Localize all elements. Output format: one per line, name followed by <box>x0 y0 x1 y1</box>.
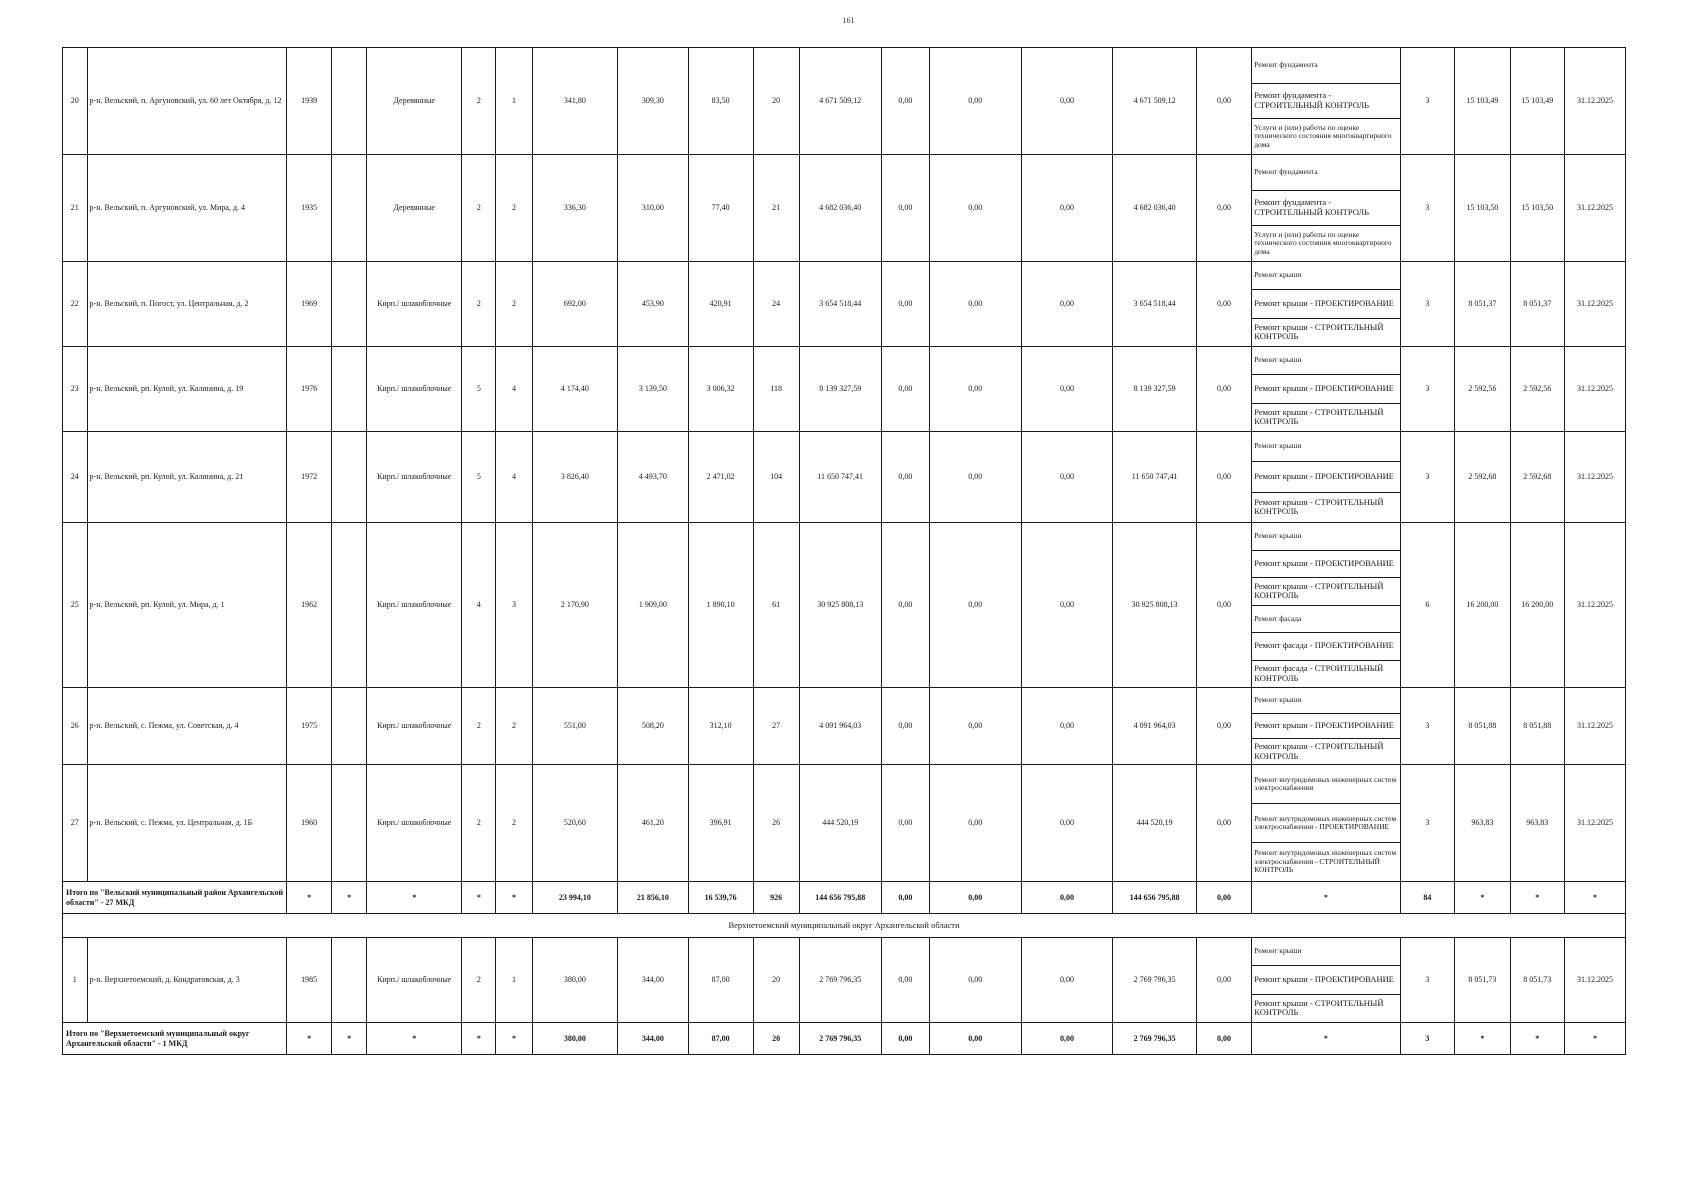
address-cell: р-н. Вельский, рп. Кулой, ул. Мира, д. 1 <box>87 523 287 688</box>
cost-total-cell: 2 769 796,35 <box>799 1023 881 1055</box>
work-item: Ремонт крыши - ПРОЕКТИРОВАНИЕ <box>1252 374 1399 402</box>
walls-cell: Деревянные <box>367 155 462 262</box>
fund-reg-cell: 0,00 <box>929 48 1021 155</box>
fund-owners-cell: 30 925 808,13 <box>1113 523 1196 688</box>
work-item: Ремонт крыши - ПРОЕКТИРОВАНИЕ <box>1252 713 1399 739</box>
works-cell <box>1252 765 1400 882</box>
table-row <box>63 523 1626 688</box>
fund-other-cell: 0,00 <box>1196 765 1252 882</box>
work-item: Ремонт крыши - СТРОИТЕЛЬНЫЙ КОНТРОЛЬ <box>1252 318 1399 346</box>
area-total-cell: 4 174,40 <box>532 347 617 432</box>
cost-total-cell: 4 682 036,40 <box>799 155 881 262</box>
works-count-cell: 3 <box>1400 1023 1454 1055</box>
work-item: Ремонт крыши <box>1254 270 1302 280</box>
residents-cell: 104 <box>753 432 799 523</box>
year-cell: 1976 <box>287 347 332 432</box>
year-cell: 1939 <box>287 48 332 155</box>
area-total-cell: 380,00 <box>532 938 617 1023</box>
table-row <box>63 347 1626 432</box>
year-repair-cell <box>332 262 367 347</box>
star-cell: * <box>332 882 367 914</box>
area-living-cell: 396,91 <box>688 765 753 882</box>
work-item: Ремонт фундамента - СТРОИТЕЛЬНЫЙ КОНТРОЛЬ <box>1252 190 1399 226</box>
cost-total-cell: 4 671 509,12 <box>799 48 881 155</box>
fund-owners-cell: 8 139 327,59 <box>1113 347 1196 432</box>
address-cell: р-н. Вельский, рп. Кулой, ул. Калинина, д. 19 <box>87 347 287 432</box>
entrances-cell: 4 <box>496 347 532 432</box>
work-item: Ремонт крыши - СТРОИТЕЛЬНЫЙ КОНТРОЛЬ <box>1252 738 1399 764</box>
cost-total-cell: 3 654 518,44 <box>799 262 881 347</box>
area-total-cell: 336,30 <box>532 155 617 262</box>
entrances-cell: 2 <box>496 688 532 765</box>
star-cell: * <box>1455 1023 1511 1055</box>
year-repair-cell <box>332 523 367 688</box>
fund-owners-cell: 444 520,19 <box>1113 765 1196 882</box>
fund-other-cell: 0,00 <box>1196 347 1252 432</box>
area-living-cell: 16 539,76 <box>688 882 753 914</box>
fund-other-cell: 0,00 <box>1196 938 1252 1023</box>
fund-mun-cell: 0,00 <box>1021 938 1113 1023</box>
fund-fed-cell: 0,00 <box>881 938 929 1023</box>
fund-owners-cell: 4 091 964,03 <box>1113 688 1196 765</box>
year-repair-cell <box>332 155 367 262</box>
area-living-cell: 420,91 <box>688 262 753 347</box>
limit-cost-cell: 963,83 <box>1510 765 1564 882</box>
floors-cell: 5 <box>462 347 496 432</box>
entrances-cell: 3 <box>496 523 532 688</box>
residents-cell: 20 <box>753 48 799 155</box>
star-cell: * <box>1252 882 1400 914</box>
works-cell <box>1252 432 1400 523</box>
works-count-cell: 3 <box>1400 432 1454 523</box>
area-total-cell: 551,00 <box>532 688 617 765</box>
work-item: Ремонт внутридомовых инженерных систем электроснабжения - ПРОЕКТИРОВАНИЕ <box>1252 803 1399 842</box>
address-cell: р-н. Вельский, п. Аргуновский, ул. Мира, д. 4 <box>87 155 287 262</box>
table-row <box>63 938 1626 1023</box>
address-cell: р-н. Вельский, п. Аргуновский, ул. 60 лет Октября, д. 12 <box>87 48 287 155</box>
num-cell: 1 <box>63 938 88 1023</box>
deadline-cell: 31.12.2025 <box>1565 938 1626 1023</box>
fund-mun-cell: 0,00 <box>1021 765 1113 882</box>
works-list <box>1252 523 1399 687</box>
deadline-cell: 31.12.2025 <box>1565 432 1626 523</box>
fund-owners-cell: 4 671 509,12 <box>1113 48 1196 155</box>
fund-fed-cell: 0,00 <box>881 1023 929 1055</box>
area-living-cell: 312,10 <box>688 688 753 765</box>
work-item: Ремонт фундамента - СТРОИТЕЛЬНЫЙ КОНТРОЛЬ <box>1252 83 1399 119</box>
section-title: Верхнетоемский муниципальный округ Архангельской области <box>63 914 1626 938</box>
year-repair-cell <box>332 48 367 155</box>
works-count-cell: 3 <box>1400 48 1454 155</box>
works-count-cell: 3 <box>1400 155 1454 262</box>
fund-reg-cell: 0,00 <box>929 882 1021 914</box>
works-cell <box>1252 938 1400 1023</box>
cost-total-cell: 144 656 795,88 <box>799 882 881 914</box>
fund-other-cell: 0,00 <box>1196 523 1252 688</box>
area-premises-cell: 1 909,00 <box>618 523 688 688</box>
deadline-cell: 31.12.2025 <box>1565 155 1626 262</box>
work-item: Ремонт крыши <box>1254 695 1302 705</box>
work-item: Ремонт фасада - СТРОИТЕЛЬНЫЙ КОНТРОЛЬ <box>1252 660 1399 688</box>
cost-total-cell: 4 091 964,03 <box>799 688 881 765</box>
fund-mun-cell: 0,00 <box>1021 688 1113 765</box>
address-cell: р-н. Вельский, с. Пежма, ул. Центральная, д. 1Б <box>87 765 287 882</box>
table-row <box>63 765 1626 882</box>
area-premises-cell: 508,20 <box>618 688 688 765</box>
fund-reg-cell: 0,00 <box>929 1023 1021 1055</box>
limit-cost-cell: 2 592,68 <box>1510 432 1564 523</box>
works-cell <box>1252 523 1400 688</box>
fund-fed-cell: 0,00 <box>881 48 929 155</box>
num-cell: 27 <box>63 765 88 882</box>
fund-mun-cell: 0,00 <box>1021 882 1113 914</box>
table-row <box>63 432 1626 523</box>
area-living-cell: 83,50 <box>688 48 753 155</box>
fund-other-cell: 0,00 <box>1196 1023 1252 1055</box>
fund-reg-cell: 0,00 <box>929 523 1021 688</box>
fund-other-cell: 0,00 <box>1196 432 1252 523</box>
total-label: Итого по "Вельский муниципальный район Архангельской области" - 27 МКД <box>63 882 287 914</box>
work-item: Ремонт крыши - СТРОИТЕЛЬНЫЙ КОНТРОЛЬ <box>1252 492 1399 522</box>
num-cell: 24 <box>63 432 88 523</box>
fund-fed-cell: 0,00 <box>881 262 929 347</box>
fund-mun-cell: 0,00 <box>1021 523 1113 688</box>
star-cell: * <box>367 1023 462 1055</box>
fund-fed-cell: 0,00 <box>881 882 929 914</box>
entrances-cell: 2 <box>496 765 532 882</box>
area-premises-cell: 461,20 <box>618 765 688 882</box>
area-total-cell: 2 170,90 <box>532 523 617 688</box>
walls-cell: Кирп./ шлакоблочные <box>367 347 462 432</box>
work-item: Ремонт крыши <box>1254 441 1302 451</box>
area-total-cell: 3 826,40 <box>532 432 617 523</box>
fund-fed-cell: 0,00 <box>881 155 929 262</box>
entrances-cell: 4 <box>496 432 532 523</box>
area-total-cell: 341,80 <box>532 48 617 155</box>
works-list <box>1252 347 1399 431</box>
table-row <box>63 688 1626 765</box>
year-cell: 1975 <box>287 688 332 765</box>
limit-cost-cell: 16 200,00 <box>1510 523 1564 688</box>
star-cell: * <box>1565 1023 1626 1055</box>
star-cell: * <box>1252 1023 1400 1055</box>
work-item: Ремонт фасада - ПРОЕКТИРОВАНИЕ <box>1252 632 1399 660</box>
floors-cell: 2 <box>462 938 496 1023</box>
works-list <box>1252 432 1399 522</box>
limit-cost-cell: 15 103,49 <box>1510 48 1564 155</box>
deadline-cell: 31.12.2025 <box>1565 523 1626 688</box>
cost-total-cell: 2 769 796,35 <box>799 938 881 1023</box>
walls-cell: Кирп./ шлакоблочные <box>367 523 462 688</box>
area-premises-cell: 310,00 <box>618 155 688 262</box>
fund-fed-cell: 0,00 <box>881 432 929 523</box>
work-item: Ремонт крыши - СТРОИТЕЛЬНЫЙ КОНТРОЛЬ <box>1252 577 1399 605</box>
works-count-cell: 6 <box>1400 523 1454 688</box>
works-list <box>1252 938 1399 1022</box>
floors-cell: 2 <box>462 262 496 347</box>
limit-cost-cell: 8 051,73 <box>1510 938 1564 1023</box>
star-cell: * <box>496 1023 532 1055</box>
area-premises-cell: 344,00 <box>618 938 688 1023</box>
works-cell <box>1252 347 1400 432</box>
fund-owners-cell: 2 769 796,35 <box>1113 938 1196 1023</box>
fund-reg-cell: 0,00 <box>929 432 1021 523</box>
floors-cell: 2 <box>462 765 496 882</box>
fund-reg-cell: 0,00 <box>929 765 1021 882</box>
fund-other-cell: 0,00 <box>1196 262 1252 347</box>
works-cell <box>1252 155 1400 262</box>
star-cell: * <box>332 1023 367 1055</box>
cost-total-cell: 8 139 327,59 <box>799 347 881 432</box>
residents-cell: 61 <box>753 523 799 688</box>
total-label: Итого по "Верхнетоемский муниципальный округ Архангельской области" - 1 МКД <box>63 1023 287 1055</box>
year-cell: 1985 <box>287 938 332 1023</box>
work-item: Услуги и (или) работы по оценке технического состояния многоквартирного дома <box>1252 225 1399 261</box>
residents-cell: 20 <box>753 938 799 1023</box>
cost-total-cell: 11 650 747,41 <box>799 432 881 523</box>
section-row <box>63 914 1626 938</box>
star-cell: * <box>1455 882 1511 914</box>
works-cell <box>1252 48 1400 155</box>
page-number: 161 <box>842 16 855 25</box>
num-cell: 22 <box>63 262 88 347</box>
works-list <box>1252 262 1399 346</box>
residents-cell: 926 <box>753 882 799 914</box>
entrances-cell: 2 <box>496 262 532 347</box>
star-cell: * <box>1565 882 1626 914</box>
work-item: Ремонт крыши - СТРОИТЕЛЬНЫЙ КОНТРОЛЬ <box>1252 403 1399 431</box>
works-count-cell: 3 <box>1400 938 1454 1023</box>
fund-reg-cell: 0,00 <box>929 688 1021 765</box>
area-total-cell: 520,60 <box>532 765 617 882</box>
work-item: Услуги и (или) работы по оценке технического состояния многоквартирного дома <box>1252 118 1399 154</box>
num-cell: 23 <box>63 347 88 432</box>
work-item: Ремонт крыши <box>1254 531 1302 541</box>
area-premises-cell: 3 139,50 <box>618 347 688 432</box>
star-cell: * <box>1510 882 1564 914</box>
limit-cost-cell: 8 051,88 <box>1510 688 1564 765</box>
star-cell: * <box>462 1023 496 1055</box>
area-living-cell: 77,40 <box>688 155 753 262</box>
unit-cost-cell: 2 592,68 <box>1455 432 1511 523</box>
unit-cost-cell: 2 592,56 <box>1455 347 1511 432</box>
residents-cell: 118 <box>753 347 799 432</box>
works-list <box>1252 48 1399 154</box>
limit-cost-cell: 15 103,50 <box>1510 155 1564 262</box>
fund-fed-cell: 0,00 <box>881 523 929 688</box>
walls-cell: Деревянные <box>367 48 462 155</box>
table-row <box>63 48 1626 155</box>
address-cell: р-н. Вельский, с. Пежма, ул. Советская, д. 4 <box>87 688 287 765</box>
walls-cell: Кирп./ шлакоблочные <box>367 765 462 882</box>
works-cell <box>1252 688 1400 765</box>
unit-cost-cell: 8 051,88 <box>1455 688 1511 765</box>
unit-cost-cell: 15 103,50 <box>1455 155 1511 262</box>
address-cell: р-н. Верхнетоемский, д. Кондратовская, д. 3 <box>87 938 287 1023</box>
works-cell <box>1252 262 1400 347</box>
works-count-cell: 3 <box>1400 688 1454 765</box>
year-cell: 1960 <box>287 765 332 882</box>
fund-fed-cell: 0,00 <box>881 765 929 882</box>
floors-cell: 2 <box>462 688 496 765</box>
star-cell: * <box>287 882 332 914</box>
fund-reg-cell: 0,00 <box>929 262 1021 347</box>
deadline-cell: 31.12.2025 <box>1565 262 1626 347</box>
fund-mun-cell: 0,00 <box>1021 155 1113 262</box>
work-item: Ремонт фасада <box>1252 605 1399 633</box>
works-count-cell: 3 <box>1400 347 1454 432</box>
walls-cell: Кирп./ шлакоблочные <box>367 432 462 523</box>
fund-owners-cell: 144 656 795,88 <box>1113 882 1196 914</box>
fund-other-cell: 0,00 <box>1196 882 1252 914</box>
fund-other-cell: 0,00 <box>1196 688 1252 765</box>
year-repair-cell <box>332 347 367 432</box>
year-repair-cell <box>332 688 367 765</box>
fund-owners-cell: 2 769 796,35 <box>1113 1023 1196 1055</box>
limit-cost-cell: 8 051,37 <box>1510 262 1564 347</box>
year-cell: 1935 <box>287 155 332 262</box>
floors-cell: 4 <box>462 523 496 688</box>
area-total-cell: 692,00 <box>532 262 617 347</box>
unit-cost-cell: 16 200,00 <box>1455 523 1511 688</box>
floors-cell: 2 <box>462 155 496 262</box>
walls-cell: Кирп./ шлакоблочные <box>367 938 462 1023</box>
area-living-cell: 87,00 <box>688 938 753 1023</box>
entrances-cell: 1 <box>496 938 532 1023</box>
area-premises-cell: 309,30 <box>618 48 688 155</box>
unit-cost-cell: 15 103,49 <box>1455 48 1511 155</box>
unit-cost-cell: 8 051,73 <box>1455 938 1511 1023</box>
works-count-cell: 3 <box>1400 262 1454 347</box>
star-cell: * <box>462 882 496 914</box>
area-premises-cell: 453,90 <box>618 262 688 347</box>
walls-cell: Кирп./ шлакоблочные <box>367 262 462 347</box>
works-list <box>1252 765 1399 881</box>
work-item: Ремонт крыши - СТРОИТЕЛЬНЫЙ КОНТРОЛЬ <box>1252 994 1399 1022</box>
work-item: Ремонт внутридомовых инженерных систем электроснабжения <box>1254 774 1397 792</box>
fund-mun-cell: 0,00 <box>1021 432 1113 523</box>
works-count-cell: 3 <box>1400 765 1454 882</box>
capital-repair-table <box>62 47 1626 1055</box>
table-row <box>63 155 1626 262</box>
cost-total-cell: 444 520,19 <box>799 765 881 882</box>
work-item: Ремонт фундамента <box>1254 60 1318 70</box>
year-repair-cell <box>332 432 367 523</box>
cost-total-cell: 30 925 808,13 <box>799 523 881 688</box>
residents-cell: 21 <box>753 155 799 262</box>
area-living-cell: 2 471,02 <box>688 432 753 523</box>
work-item: Ремонт крыши - ПРОЕКТИРОВАНИЕ <box>1252 461 1399 491</box>
fund-fed-cell: 0,00 <box>881 347 929 432</box>
work-item: Ремонт крыши - ПРОЕКТИРОВАНИЕ <box>1252 965 1399 993</box>
fund-other-cell: 0,00 <box>1196 155 1252 262</box>
fund-reg-cell: 0,00 <box>929 155 1021 262</box>
work-item: Ремонт фундамента <box>1254 167 1318 177</box>
entrances-cell: 2 <box>496 155 532 262</box>
work-item: Ремонт крыши <box>1254 355 1302 365</box>
entrances-cell: 1 <box>496 48 532 155</box>
deadline-cell: 31.12.2025 <box>1565 688 1626 765</box>
work-item: Ремонт крыши <box>1254 946 1302 956</box>
area-living-cell: 3 006,32 <box>688 347 753 432</box>
fund-owners-cell: 11 650 747,41 <box>1113 432 1196 523</box>
floors-cell: 5 <box>462 432 496 523</box>
area-premises-cell: 4 493,70 <box>618 432 688 523</box>
residents-cell: 26 <box>753 765 799 882</box>
fund-mun-cell: 0,00 <box>1021 48 1113 155</box>
fund-mun-cell: 0,00 <box>1021 347 1113 432</box>
total-row <box>63 882 1626 914</box>
table-body <box>63 48 1626 1055</box>
total-row <box>63 1023 1626 1055</box>
year-cell: 1972 <box>287 432 332 523</box>
fund-owners-cell: 4 682 036,40 <box>1113 155 1196 262</box>
works-count-cell: 84 <box>1400 882 1454 914</box>
star-cell: * <box>287 1023 332 1055</box>
floors-cell: 2 <box>462 48 496 155</box>
fund-other-cell: 0,00 <box>1196 48 1252 155</box>
works-list <box>1252 155 1399 261</box>
residents-cell: 24 <box>753 262 799 347</box>
year-cell: 1962 <box>287 523 332 688</box>
year-repair-cell <box>332 765 367 882</box>
limit-cost-cell: 2 592,56 <box>1510 347 1564 432</box>
walls-cell: Кирп./ шлакоблочные <box>367 688 462 765</box>
work-item: Ремонт внутридомовых инженерных систем электроснабжения - СТРОИТЕЛЬНЫЙ КОНТРОЛЬ <box>1252 842 1399 881</box>
area-living-cell: 1 890,10 <box>688 523 753 688</box>
deadline-cell: 31.12.2025 <box>1565 765 1626 882</box>
deadline-cell: 31.12.2025 <box>1565 48 1626 155</box>
star-cell: * <box>496 882 532 914</box>
area-total-cell: 23 994,10 <box>532 882 617 914</box>
deadline-cell: 31.12.2025 <box>1565 347 1626 432</box>
address-cell: р-н. Вельский, п. Погост, ул. Центральная, д. 2 <box>87 262 287 347</box>
area-premises-cell: 344,00 <box>618 1023 688 1055</box>
area-living-cell: 87,00 <box>688 1023 753 1055</box>
fund-owners-cell: 3 654 518,44 <box>1113 262 1196 347</box>
area-premises-cell: 21 856,10 <box>618 882 688 914</box>
area-total-cell: 380,00 <box>532 1023 617 1055</box>
address-cell: р-н. Вельский, рп. Кулой, ул. Калинина, д. 21 <box>87 432 287 523</box>
num-cell: 21 <box>63 155 88 262</box>
star-cell: * <box>1510 1023 1564 1055</box>
num-cell: 20 <box>63 48 88 155</box>
year-cell: 1969 <box>287 262 332 347</box>
residents-cell: 20 <box>753 1023 799 1055</box>
table-row <box>63 262 1626 347</box>
fund-mun-cell: 0,00 <box>1021 262 1113 347</box>
fund-fed-cell: 0,00 <box>881 688 929 765</box>
num-cell: 26 <box>63 688 88 765</box>
unit-cost-cell: 963,83 <box>1455 765 1511 882</box>
num-cell: 25 <box>63 523 88 688</box>
unit-cost-cell: 8 051,37 <box>1455 262 1511 347</box>
fund-reg-cell: 0,00 <box>929 938 1021 1023</box>
work-item: Ремонт крыши - ПРОЕКТИРОВАНИЕ <box>1252 550 1399 578</box>
work-item: Ремонт крыши - ПРОЕКТИРОВАНИЕ <box>1252 289 1399 317</box>
fund-mun-cell: 0,00 <box>1021 1023 1113 1055</box>
residents-cell: 27 <box>753 688 799 765</box>
fund-reg-cell: 0,00 <box>929 347 1021 432</box>
star-cell: * <box>367 882 462 914</box>
year-repair-cell <box>332 938 367 1023</box>
works-list <box>1252 688 1399 764</box>
